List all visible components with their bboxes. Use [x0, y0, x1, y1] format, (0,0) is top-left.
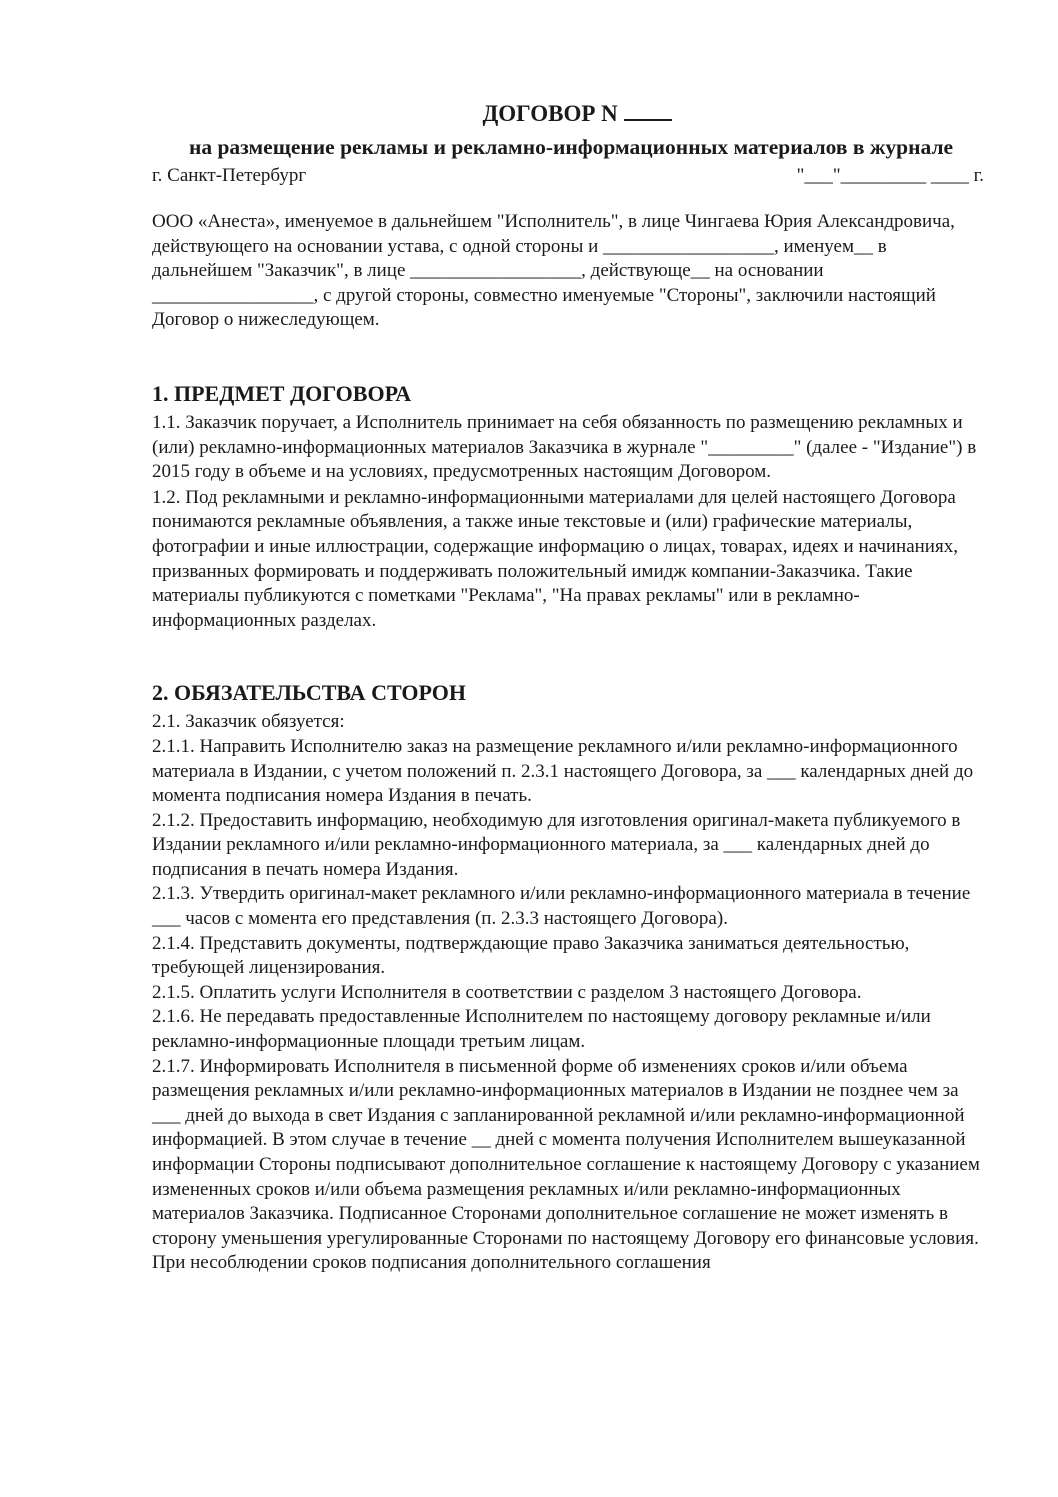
contract-title	[152, 100, 984, 127]
place-date-row	[152, 164, 984, 188]
date-placeholder: "___"_________ ____ г.	[796, 165, 984, 186]
paragraph-2-1-2: 2.1.2. Предоставить информацию, необходимую для изготовления оригинал-макета публикуемого в Издании рекламного и/или рекламно-информационного материала, за ___ календарных дней до подписания в печать номера Издания.	[152, 809, 961, 880]
contract-title-text: ДОГОВОР N	[482, 101, 618, 126]
document-page	[152, 100, 984, 1276]
paragraph-2-1-3: 2.1.3. Утвердить оригинал-макет рекламного и/или рекламно-информационного материала в течение ___ часов с момента его представления (п. 2.3.3 настоящего Договора).	[152, 883, 971, 930]
paragraph-1-1: 1.1. Заказчик поручает, а Исполнитель принимает на себя обязанность по размещению рекламных и (или) рекламно-информационных материалов Заказчика в журнале "_________" (далее - "Издание") в 2015 году в объеме и на условиях, предусмотренных настоящим Договором.	[152, 411, 977, 483]
paragraph-2-1: 2.1. Заказчик обязуется:	[152, 711, 345, 733]
contract-number-blank	[624, 101, 672, 121]
paragraph-2-1-5: 2.1.5. Оплатить услуги Исполнителя в соответствии с разделом 3 настоящего Договора.	[152, 981, 862, 1003]
contract-subtitle: на размещение рекламы и рекламно-информационных материалов в журнале	[188, 135, 954, 159]
paragraph-2-1-6: 2.1.6. Не передавать предоставленные Исполнителем по настоящему договору рекламные и/или рекламно-информационные площади третьим лицам.	[152, 1006, 931, 1053]
paragraph-2-1-4: 2.1.4. Представить документы, подтверждающие право Заказчика заниматься деятельностью, требующей лицензирования.	[152, 932, 910, 979]
city-label: г. Санкт-Петербург	[152, 165, 307, 186]
intro-paragraph: ООО «Анеста», именуемое в дальнейшем "Исполнитель", в лице Чингаева Юрия Александровича, действующего на основании устава, с одной стороны и __________________, именуем__ в дальнейшем "Заказчик", в лице __________________, действующе__ на основании _________________, с другой стороны, совместно именуемые "Стороны", заключили настоящий Договор о нижеследующем.	[152, 211, 955, 331]
paragraph-2-1-1: 2.1.1. Направить Исполнителю заказ на размещение рекламного и/или рекламно-информационного материала в Издании, с учетом положений п. 2.3.1 настоящего Договора, за ___ календарных дней до момента подписания номера Издания в печать.	[152, 735, 974, 807]
paragraph-2-1-7: 2.1.7. Информировать Исполнителя в письменной форме об изменениях сроков и/или объема размещения рекламных и/или рекламно-информационных материалов в Издании не позднее чем за ___ дней до выхода в свет Издания с запланированной рекламной и/или рекламно-информационной информацией. В этом случае в течение __ дней с момента получения Исполнителем вышеуказанной информации Стороны подписывают дополнительное соглашение к настоящему Договору с указанием измененных сроков и/или объема размещения рекламных и/или рекламно-информационных материалов Заказчика. Подписанное Сторонами дополнительное соглашение не может изменять в сторону уменьшения урегулированные Сторонами по настоящему Договору его финансовые условия. При несоблюдении сроков подписания дополнительного соглашения	[152, 1055, 980, 1274]
paragraph-1-2: 1.2. Под рекламными и рекламно-информационными материалами для целей настоящего Договора понимаются рекламные объявления, а также иные текстовые и (или) графические материалы, фотографии и иные иллюстрации, содержащие информацию о лицах, товарах, идеях и начинаниях, призванных формировать и поддерживать положительный имидж компании-Заказчика. Такие материалы публикуются с пометками "Реклама", "На правах рекламы" или в рекламно-информационных разделах.	[152, 486, 958, 631]
section-1-heading: 1. ПРЕДМЕТ ДОГОВОРА	[152, 380, 412, 406]
section-2-heading: 2. ОБЯЗАТЕЛЬСТВА СТОРОН	[152, 680, 466, 706]
